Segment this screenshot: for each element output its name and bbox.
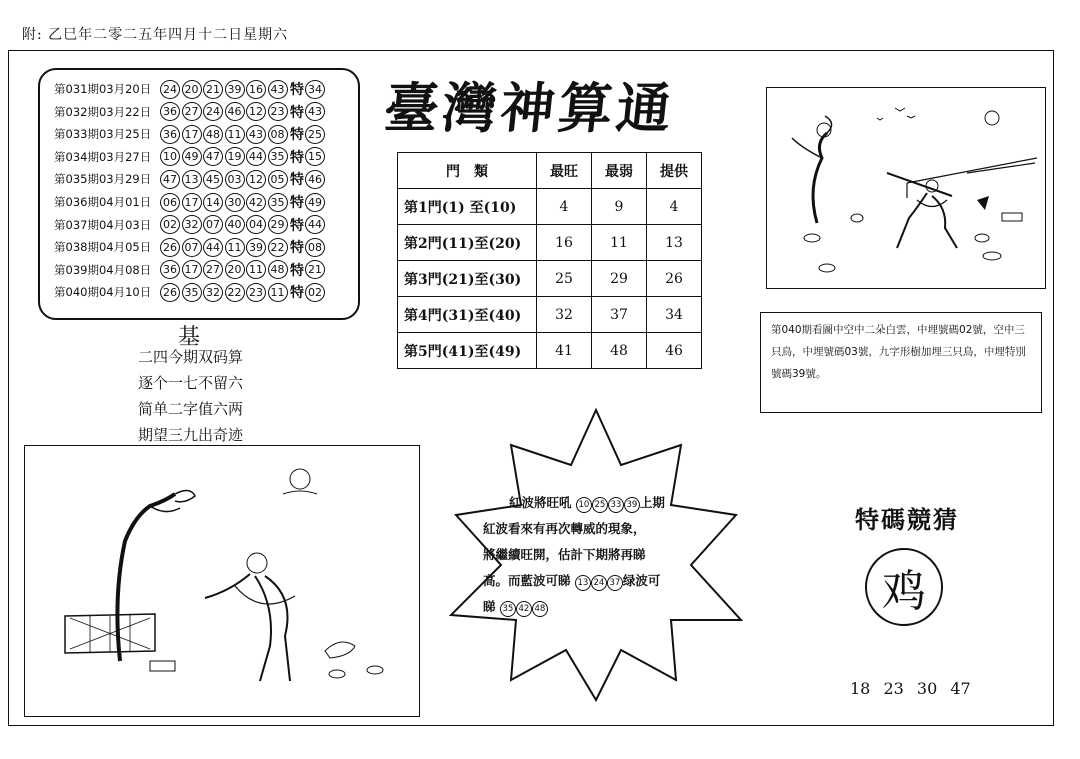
row-provided: 26 (647, 261, 702, 297)
row-hottest: 16 (537, 225, 592, 261)
number-ball: 45 (203, 170, 223, 189)
number-ball: 39 (624, 497, 640, 513)
row-coldest: 48 (592, 333, 647, 369)
special-label: 特 (290, 285, 304, 302)
number-ball: 10 (160, 147, 180, 166)
number-ball: 25 (592, 497, 608, 513)
number-ball: 07 (182, 238, 202, 257)
history-row-label: 第031期03月20日 (54, 82, 152, 96)
number-ball: 48 (532, 601, 548, 617)
star-line-4 (483, 568, 709, 594)
number-ball: 43 (268, 80, 288, 99)
table-row (398, 297, 702, 333)
special-label: 特 (290, 240, 304, 257)
number-ball: 47 (203, 147, 223, 166)
number-ball: 39 (225, 80, 245, 99)
star-line-5 (483, 594, 709, 620)
special-label: 特 (290, 217, 304, 234)
row-hottest: 32 (537, 297, 592, 333)
number-ball: 24 (160, 80, 180, 99)
number-ball: 12 (246, 102, 266, 121)
number-ball: 24 (591, 575, 607, 591)
special-number-ball: 49 (305, 193, 325, 212)
history-row (54, 168, 327, 190)
number-ball: 40 (225, 215, 245, 234)
star-line-4-suffix: 绿波可 (622, 573, 661, 588)
guess-numbers: 18 23 30 47 (850, 679, 971, 698)
number-ball: 29 (268, 215, 288, 234)
number-ball: 48 (203, 125, 223, 144)
page-title: 臺灣神算通 (381, 76, 678, 140)
history-row (54, 146, 327, 168)
special-number-ball: 44 (305, 215, 325, 234)
number-ball: 22 (268, 238, 288, 257)
table-row (398, 225, 702, 261)
number-ball: 39 (246, 238, 266, 257)
wave-analysis-text (483, 490, 709, 620)
table-row (398, 189, 702, 225)
number-ball: 11 (268, 283, 288, 302)
special-number-ball: 46 (305, 170, 325, 189)
number-ball: 26 (160, 283, 180, 302)
number-ball: 13 (575, 575, 591, 591)
scholar-drawing (25, 446, 419, 716)
history-row (54, 281, 327, 303)
poem-line-3: 简单二字值六两 (138, 400, 244, 418)
row-hottest: 41 (537, 333, 592, 369)
picture-hint-note: 第040期看圖中空中二朵白雲，中埋號碼02號，空中三只鳥，中埋號碼03號，九字形樹加埋三只鳥，中埋特別號碼39號。 (760, 312, 1042, 413)
row-category: 第2門(11)至(20) (398, 225, 537, 261)
number-ball: 20 (182, 80, 202, 99)
row-hottest: 4 (537, 189, 592, 225)
history-row-label: 第033期03月25日 (54, 127, 152, 142)
number-ball: 33 (608, 497, 624, 513)
special-label: 特 (290, 149, 304, 166)
row-hottest: 25 (537, 261, 592, 297)
special-label: 特 (290, 172, 304, 189)
number-ball: 06 (160, 193, 180, 212)
number-ball: 32 (203, 283, 223, 302)
number-ball: 13 (182, 170, 202, 189)
number-ball: 19 (225, 147, 245, 166)
header-hottest: 最旺 (537, 153, 592, 189)
history-row-label: 第034期03月27日 (54, 149, 152, 164)
header-coldest: 最弱 (592, 153, 647, 189)
number-ball: 16 (246, 80, 266, 99)
number-ball: 12 (246, 170, 266, 189)
number-ball: 36 (160, 102, 180, 121)
number-ball: 11 (246, 260, 266, 279)
row-coldest: 29 (592, 261, 647, 297)
poem-line-4: 期望三九出奇迹 (138, 426, 244, 444)
star-line-5-text: 睇 (483, 599, 496, 614)
number-ball: 46 (225, 102, 245, 121)
number-ball: 17 (182, 125, 202, 144)
special-label: 特 (290, 82, 304, 98)
history-row (54, 214, 327, 236)
number-ball: 08 (268, 125, 288, 144)
history-row-label: 第039期04月08日 (54, 262, 152, 277)
table-header-row (398, 153, 702, 189)
star-line-3: 將繼續旺開，估計下期將再睇 (483, 547, 646, 562)
row-category: 第5門(41)至(49) (398, 333, 537, 369)
number-ball: 02 (160, 215, 180, 234)
number-ball: 20 (225, 260, 245, 279)
special-label: 特 (290, 104, 304, 121)
row-coldest: 11 (592, 225, 647, 261)
number-ball: 23 (246, 283, 266, 302)
number-ball: 03 (225, 170, 245, 189)
number-ball: 27 (203, 260, 223, 279)
special-number-ball: 25 (305, 125, 325, 144)
history-row (54, 236, 327, 258)
monk-illustration (766, 87, 1046, 289)
history-row-label: 第032期03月22日 (54, 104, 152, 119)
number-ball: 44 (203, 238, 223, 257)
number-ball: 22 (225, 283, 245, 302)
history-row (54, 101, 327, 123)
history-row-label: 第038期04月05日 (54, 240, 152, 255)
number-ball: 35 (268, 193, 288, 212)
number-ball: 26 (160, 238, 180, 257)
number-ball: 47 (160, 170, 180, 189)
special-label: 特 (290, 195, 304, 211)
draw-history-panel (38, 68, 360, 320)
number-ball: 05 (268, 170, 288, 189)
history-row-label: 第036期04月01日 (54, 195, 152, 209)
history-row-label: 第040期04月10日 (54, 285, 152, 300)
number-ball: 21 (203, 80, 223, 99)
special-number-ball: 43 (305, 102, 325, 121)
scholar-illustration (24, 445, 420, 717)
row-category: 第3門(21)至(30) (398, 261, 537, 297)
row-provided: 4 (647, 189, 702, 225)
number-ball: 43 (246, 125, 266, 144)
special-number-ball: 34 (305, 80, 325, 99)
ji-heading: 基 (178, 325, 201, 350)
number-ball: 36 (160, 125, 180, 144)
number-ball: 17 (182, 193, 202, 212)
number-ball: 14 (203, 193, 223, 212)
poem-line-2: 逐个一七不留六 (138, 374, 244, 392)
monk-drawing (767, 88, 1045, 288)
star-line-1-text: 紅波將旺吼 (509, 495, 572, 510)
star-line-1-suffix: 上期 (639, 495, 665, 510)
special-number-ball: 15 (305, 147, 325, 166)
number-ball: 10 (576, 497, 592, 513)
number-ball: 44 (246, 147, 266, 166)
poem-line-1: 二四今期双码算 (138, 348, 244, 366)
table-row (398, 333, 702, 369)
number-ball: 35 (182, 283, 202, 302)
history-row (54, 191, 327, 213)
number-ball: 30 (225, 193, 245, 212)
history-row (54, 123, 327, 145)
number-ball: 36 (160, 260, 180, 279)
row-category: 第4門(31)至(40) (398, 297, 537, 333)
row-category: 第1門(1) 至(10) (398, 189, 537, 225)
special-label: 特 (290, 262, 304, 279)
number-ball: 04 (246, 215, 266, 234)
row-provided: 46 (647, 333, 702, 369)
number-ball: 49 (182, 147, 202, 166)
table-row (398, 261, 702, 297)
row-provided: 34 (647, 297, 702, 333)
number-ball: 42 (516, 601, 532, 617)
number-ball: 17 (182, 260, 202, 279)
special-number-ball: 21 (305, 260, 325, 279)
number-ball: 32 (182, 215, 202, 234)
star-line-2: 紅波看來有再次轉威的現象， (483, 521, 646, 536)
number-ball: 23 (268, 102, 288, 121)
special-number-ball: 08 (305, 238, 325, 257)
number-ball: 27 (182, 102, 202, 121)
number-ball: 24 (203, 102, 223, 121)
row-coldest: 9 (592, 189, 647, 225)
number-ball: 37 (607, 575, 623, 591)
star-line-1 (483, 490, 709, 516)
issue-date-header: 附: 乙巳年二零二五年四月十二日星期六 (22, 27, 289, 43)
history-row (54, 78, 327, 100)
star-line-4-text: 高。而藍波可睇 (483, 573, 571, 588)
special-number-ball: 02 (305, 283, 325, 302)
number-ball: 42 (246, 193, 266, 212)
row-provided: 13 (647, 225, 702, 261)
history-row-label: 第037期04月03日 (54, 217, 152, 232)
number-ball: 35 (500, 601, 516, 617)
number-ball: 11 (225, 125, 245, 144)
zodiac-char: 鸡 (882, 566, 926, 617)
history-row-label: 第035期03月29日 (54, 172, 152, 187)
zodiac-circle (865, 548, 943, 626)
number-ball: 48 (268, 260, 288, 279)
door-stats-table (397, 152, 702, 369)
special-guess-title: 特碼競猜 (855, 505, 959, 534)
history-row (54, 259, 327, 281)
row-coldest: 37 (592, 297, 647, 333)
number-ball: 07 (203, 215, 223, 234)
header-provided: 提供 (647, 153, 702, 189)
special-label: 特 (290, 127, 304, 144)
number-ball: 35 (268, 147, 288, 166)
header-category: 門 類 (398, 153, 537, 189)
number-ball: 11 (225, 238, 245, 257)
